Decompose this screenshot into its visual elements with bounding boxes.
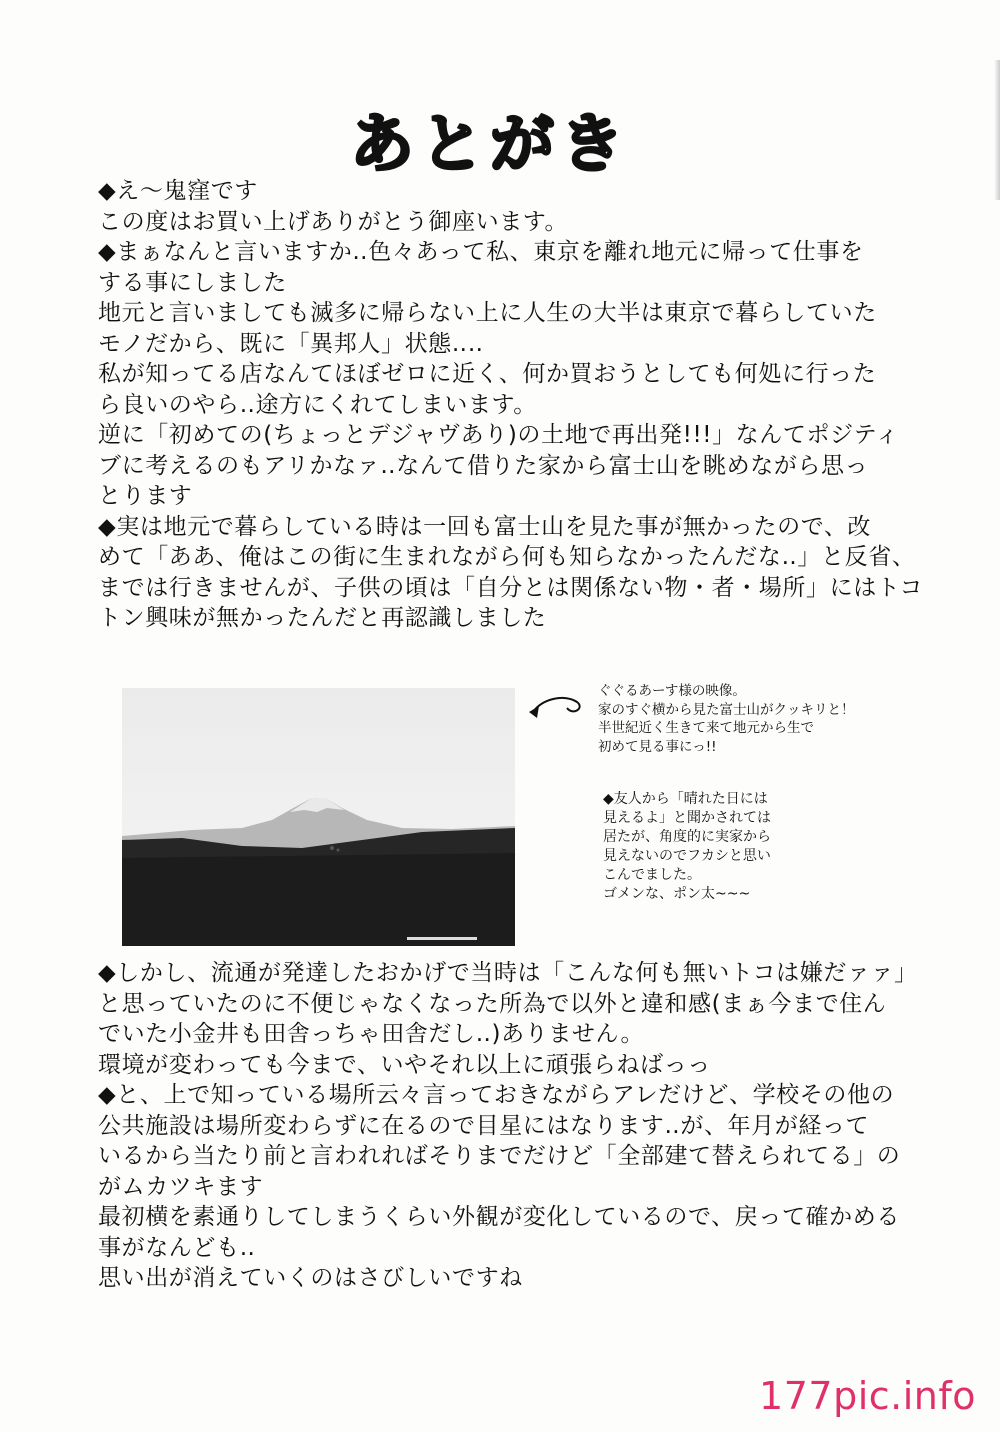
photo-caption-secondary (603, 790, 771, 904)
text-line: と思っていたのに不便じゃなくなった所為で以外と違和感(まぁ今まで住ん (98, 990, 887, 1017)
text-line: とります (98, 483, 193, 509)
text-line: トン興味が無かったんだと再認識しました (98, 605, 547, 631)
text-line: 最初横を素通りしてしまうくらい外観が変化しているので、戻って確かめる (98, 1204, 900, 1230)
text-line: モノだから、既に「異邦人」状態‥‥ (98, 330, 484, 357)
caption-line: こんでました。 (603, 867, 701, 883)
text-line: ◆実は地元で暮らしている時は一回も富士山を見た事が無かったので、改 (98, 513, 872, 540)
text-line: めて「ああ、俺はこの街に生まれながら何も知らなかったんだな‥」と反省、 (98, 544, 916, 570)
text-line: ◆しかし、流通が発達したおかげで当時は「こんな何も無いトコは嫌だァァ」 (98, 960, 918, 986)
text-line: ブに考えるのもアリかなァ‥なんて借りた家から富士山を眺めながら思っ (98, 452, 869, 479)
caption-line: ゴメンな、ポン太~~~ (603, 886, 751, 902)
text-line: 思い出が消えていくのはさびしいですね (98, 1265, 523, 1291)
text-line: いるから当たり前と言われればそりまでだけど「全部建て替えられてる」の (98, 1143, 901, 1169)
caption-line: 家のすぐ横から見た富士山がクッキリと！ (598, 701, 855, 718)
arrow-icon (525, 690, 595, 730)
text-line: 事がなんども‥ (98, 1234, 256, 1261)
text-line: 逆に「初めての(ちょっとデジャヴあり)の土地で再出発!!!」なんてポジティ (98, 422, 900, 448)
text-line: 地元と言いましても滅多に帰らない上に人生の大半は東京で暮らしていた (98, 300, 877, 326)
text-line: がムカツキます (98, 1173, 264, 1200)
mount-fuji-image (122, 688, 515, 946)
text-line: ◆え～鬼窪です (98, 178, 258, 204)
text-line: ら良いのやら‥途方にくれてしまいます。 (98, 391, 537, 418)
caption-line: 見えないのでフカシと思い (603, 848, 771, 864)
caption-line: 見えるよ」と聞かされては (603, 810, 771, 826)
watermark: 177pic.info (759, 1374, 976, 1418)
caption-line: ぐぐるあーす様の映像。 (598, 683, 746, 699)
text-block-lower (98, 958, 928, 1294)
text-line: 公共施設は場所変わらずに在るので目星にはなります‥が、年月が経って (98, 1112, 870, 1139)
text-line: ◆まぁなんと言いますか‥色々あって私、東京を離れ地元に帰って仕事を (98, 239, 864, 265)
photo-caption-primary (598, 682, 855, 756)
text-line: までは行きませんが、子供の頃は「自分とは関係ない物・者・場所」にはトコ (98, 574, 924, 601)
mount-fuji-photo (122, 688, 515, 946)
page-title: あとがき (340, 100, 640, 190)
text-line: 私が知ってる店なんてほぼゼロに近く、何か買おうとしても何処に行った (98, 361, 877, 387)
text-line: する事にしました (98, 269, 287, 296)
caption-line: 初めて見る事にっ!! (598, 738, 717, 755)
text-line: この度はお買い上げありがとう御座います。 (98, 208, 569, 235)
caption-line: 居たが、角度的に実家から (603, 829, 771, 845)
caption-line: ◆友人から「晴れた日には (603, 791, 768, 807)
text-block-upper (98, 176, 928, 634)
page-edge-shadow (994, 60, 1000, 200)
caption-line: 半世紀近く生きて来て地元から生で (598, 720, 814, 736)
text-line: ◆と、上で知っている場所云々言っておきながらアレだけど、学校その他の (98, 1082, 895, 1108)
text-line: 環境が変わっても今まで、いやそれ以上に頑張らねばっっ (98, 1051, 711, 1078)
text-line: でいた小金井も田舎っちゃ田舎だし‥)ありません。 (98, 1021, 645, 1047)
